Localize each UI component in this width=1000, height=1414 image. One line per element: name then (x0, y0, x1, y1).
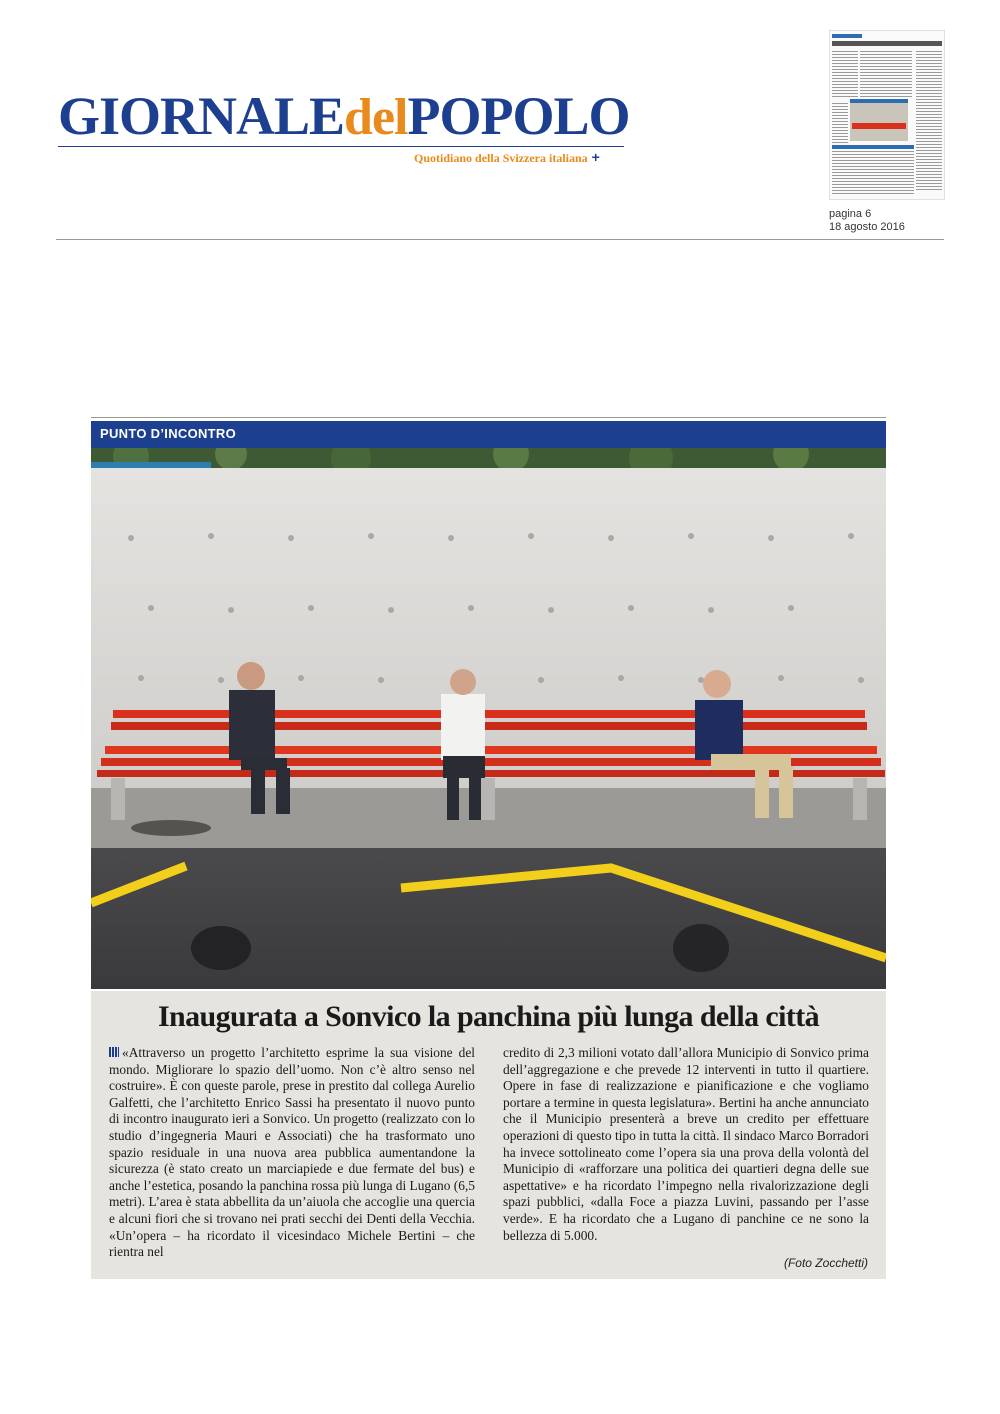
logo-part-giornale: GIORNALE (58, 86, 345, 146)
article-photo[interactable] (91, 448, 886, 989)
masthead (58, 86, 630, 165)
masthead-rule (58, 146, 624, 147)
photo-credit: (Foto Zocchetti) (783, 1256, 868, 1270)
article (91, 417, 886, 1279)
header-divider (56, 239, 944, 240)
page-date: 18 agosto 2016 (829, 221, 905, 233)
plus-icon: + (591, 149, 600, 165)
page-thumbnail[interactable] (829, 30, 945, 200)
logo-part-popolo: POPOLO (407, 86, 630, 146)
logo-part-del: del (344, 89, 408, 146)
page-number: pagina 6 (829, 208, 872, 220)
article-headline: Inaugurata a Sonvico la panchina più lunga della città (157, 1000, 820, 1033)
newspaper-logo[interactable] (58, 88, 628, 146)
article-column-left-text: «Attraverso un progetto l’architetto esprime la sua visione del mondo. Migliorare lo spazio dell’uomo. Non c’è altro senso nel costruire». È con queste parole, prese in prestito dal collega Aurelio Galfetti, che l’architetto Enrico Sassi ha presentato il nuovo punto di incontro inaugurato ieri a Sonvico. Un progetto (realizzato con lo studio d’ingegneria Mauri e Associati) che ha trasformato uno spazio residuale in una nuova area pubblica aumentandone la sicurezza (è stato creato un marciapiede e due fermate del bus) e anche l’estetica, posando la panchina rossa più lunga di Lugano (6,5 metri). L’area è stata abbellita da un’aiuola che accoglie una quercia e alcuni fiori che si trovano nei prati secchi dei Denti della Vecchia. «Un’opera – ha ricordato il vicesindaco Michele Bertini – che rientra nel (109, 1045, 475, 1260)
section-label: PUNTO D’INCONTRO (100, 426, 237, 441)
tagline-text: Quotidiano della Svizzera italiana (414, 151, 588, 165)
article-text-area (91, 991, 886, 1279)
page-info (829, 208, 905, 234)
section-bar (91, 421, 886, 448)
masthead-tagline (414, 149, 600, 166)
article-column-right: credito di 2,3 milioni votato dall’allora Municipio di Sonvico prima dell’aggregazione e che prevede 12 interventi in tutto il quartiere. Opere in fase di realizzazione e pianificazione e che vogliamo portare a termine in questa legislatura». Bertini ha anche annunciato che il Municipio presenterà a breve un credito per effettuare operazioni di questo tipo in tutta la città. Il sindaco Marco Borradori ha invece sottolineato come l’opera sia una prova della volontà del Municipio di «rafforzare una politica dei quartieri degna delle sue aspettative» e ha ricordato l’impegno nella rivalorizzazione degli spazi pubblici, «dalla Foce a piazza Luvini, passando per l’asse verde». E ha ricordato che a Lugano di panchine ce ne sono la bellezza di 5.000. (503, 1045, 869, 1243)
article-column-left (109, 1045, 475, 1261)
article-top-rule (91, 417, 886, 418)
article-start-icon (109, 1047, 119, 1057)
